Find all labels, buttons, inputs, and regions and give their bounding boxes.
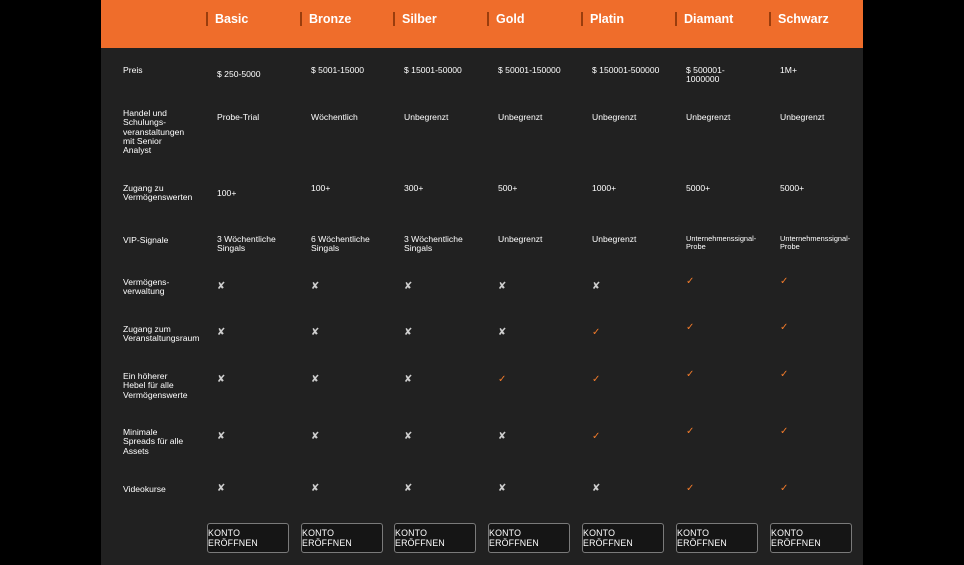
table-cell: 3 Wöchentliche Singals	[217, 234, 276, 254]
row-label: Zugang zum Veranstaltungsraum	[123, 324, 200, 344]
table-cell: 3 Wöchentliche Singals	[404, 234, 463, 254]
table-cell: Unbegrenzt	[498, 112, 543, 122]
row-label: VIP-Signale	[123, 235, 169, 245]
open-account-button-platin[interactable]: KONTO ERÖFFNEN	[582, 523, 664, 553]
open-account-button-diamant[interactable]: KONTO ERÖFFNEN	[676, 523, 758, 553]
open-account-button-silber[interactable]: KONTO ERÖFFNEN	[394, 523, 476, 553]
table-cell: Unternehmenssignal- Probe	[780, 234, 851, 251]
cross-icon: ✘	[404, 327, 413, 338]
row-label: Vermögens- verwaltung	[123, 277, 170, 297]
tier-header-platin	[581, 11, 624, 27]
tier-header-bronze	[300, 11, 351, 27]
cross-icon: ✘	[217, 374, 226, 385]
open-account-button-gold[interactable]: KONTO ERÖFFNEN	[488, 523, 570, 553]
table-cell: 100+	[311, 183, 331, 193]
cross-icon: ✘	[498, 281, 507, 292]
tier-divider	[300, 12, 302, 26]
open-account-button-schwarz[interactable]: KONTO ERÖFFNEN	[770, 523, 852, 553]
tier-header-diamant	[675, 11, 733, 27]
tier-divider	[581, 12, 583, 26]
row-label: Minimale Spreads für alle Assets	[123, 427, 184, 456]
row-label: Preis	[123, 65, 143, 75]
check-icon: ✓	[780, 483, 789, 494]
cross-icon: ✘	[311, 431, 320, 442]
tier-name: Gold	[496, 12, 525, 26]
cross-icon: ✘	[498, 327, 507, 338]
table-cell: Unbegrenzt	[592, 234, 637, 244]
cross-icon: ✘	[498, 431, 507, 442]
check-icon: ✓	[780, 276, 789, 287]
check-icon: ✓	[780, 369, 789, 380]
tier-name: Schwarz	[778, 12, 829, 26]
check-icon: ✓	[686, 276, 695, 287]
table-cell: Unbegrenzt	[404, 112, 449, 122]
row-label: Handel und Schulungs- veranstaltungen mit Senior Analyst	[123, 108, 185, 156]
tier-name: Platin	[590, 12, 625, 26]
cross-icon: ✘	[592, 281, 601, 292]
check-icon: ✓	[498, 374, 507, 385]
cross-icon: ✘	[217, 483, 226, 494]
cross-icon: ✘	[311, 483, 320, 494]
check-icon: ✓	[686, 369, 695, 380]
open-account-button-bronze[interactable]: KONTO ERÖFFNEN	[301, 523, 383, 553]
table-cell: $ 150001-500000	[592, 65, 660, 75]
tier-name: Silber	[402, 12, 437, 26]
tier-name: Diamant	[684, 12, 734, 26]
table-cell: Unbegrenzt	[686, 112, 731, 122]
table-cell: $ 15001-50000	[404, 65, 462, 75]
cross-icon: ✘	[404, 483, 413, 494]
table-cell: 5000+	[686, 183, 711, 193]
table-cell: 6 Wöchentliche Singals	[311, 234, 370, 254]
tier-header-basic	[206, 11, 248, 27]
table-cell: 1000+	[592, 183, 617, 193]
tier-divider	[769, 12, 771, 26]
table-cell: Unbegrenzt	[592, 112, 637, 122]
table-cell: $ 50001-150000	[498, 65, 561, 75]
cross-icon: ✘	[217, 281, 226, 292]
tier-header-silber	[393, 11, 437, 27]
tier-header-schwarz	[769, 11, 829, 27]
cross-icon: ✘	[404, 281, 413, 292]
cross-icon: ✘	[217, 431, 226, 442]
tier-divider	[393, 12, 395, 26]
tier-divider	[675, 12, 677, 26]
open-account-button-basic[interactable]: KONTO ERÖFFNEN	[207, 523, 289, 553]
table-cell: 5000+	[780, 183, 805, 193]
table-cell: Probe-Trial	[217, 112, 260, 122]
table-cell: Wöchentlich	[311, 112, 358, 122]
check-icon: ✓	[686, 426, 695, 437]
cross-icon: ✘	[311, 374, 320, 385]
tier-header-gold	[487, 11, 524, 27]
table-cell: Unternehmenssignal- Probe	[686, 234, 757, 251]
tier-name: Bronze	[309, 12, 352, 26]
check-icon: ✓	[592, 327, 601, 338]
pricing-table	[101, 0, 863, 565]
check-icon: ✓	[780, 426, 789, 437]
cross-icon: ✘	[498, 483, 507, 494]
check-icon: ✓	[686, 322, 695, 333]
row-label: Ein höherer Hebel für alle Vermögenswerte	[123, 371, 188, 400]
cross-icon: ✘	[217, 327, 226, 338]
cross-icon: ✘	[311, 327, 320, 338]
row-label: Videokurse	[123, 484, 166, 494]
table-cell: Unbegrenzt	[498, 234, 543, 244]
table-cell: $ 250-5000	[217, 69, 261, 79]
table-cell: 1M+	[780, 65, 797, 75]
tier-divider	[487, 12, 489, 26]
table-cell: 500+	[498, 183, 518, 193]
table-cell: 100+	[217, 188, 237, 198]
cross-icon: ✘	[404, 431, 413, 442]
cross-icon: ✘	[592, 483, 601, 494]
table-header	[101, 0, 863, 48]
tier-name: Basic	[215, 12, 249, 26]
table-cell: $ 500001- 1000000	[686, 65, 725, 85]
check-icon: ✓	[780, 322, 789, 333]
tier-divider	[206, 12, 208, 26]
table-cell: Unbegrenzt	[780, 112, 825, 122]
check-icon: ✓	[686, 483, 695, 494]
check-icon: ✓	[592, 431, 601, 442]
table-cell: $ 5001-15000	[311, 65, 365, 75]
row-label: Zugang zu Vermögenswerten	[123, 183, 193, 203]
cross-icon: ✘	[404, 374, 413, 385]
cross-icon: ✘	[311, 281, 320, 292]
table-cell: 300+	[404, 183, 424, 193]
check-icon: ✓	[592, 374, 601, 385]
